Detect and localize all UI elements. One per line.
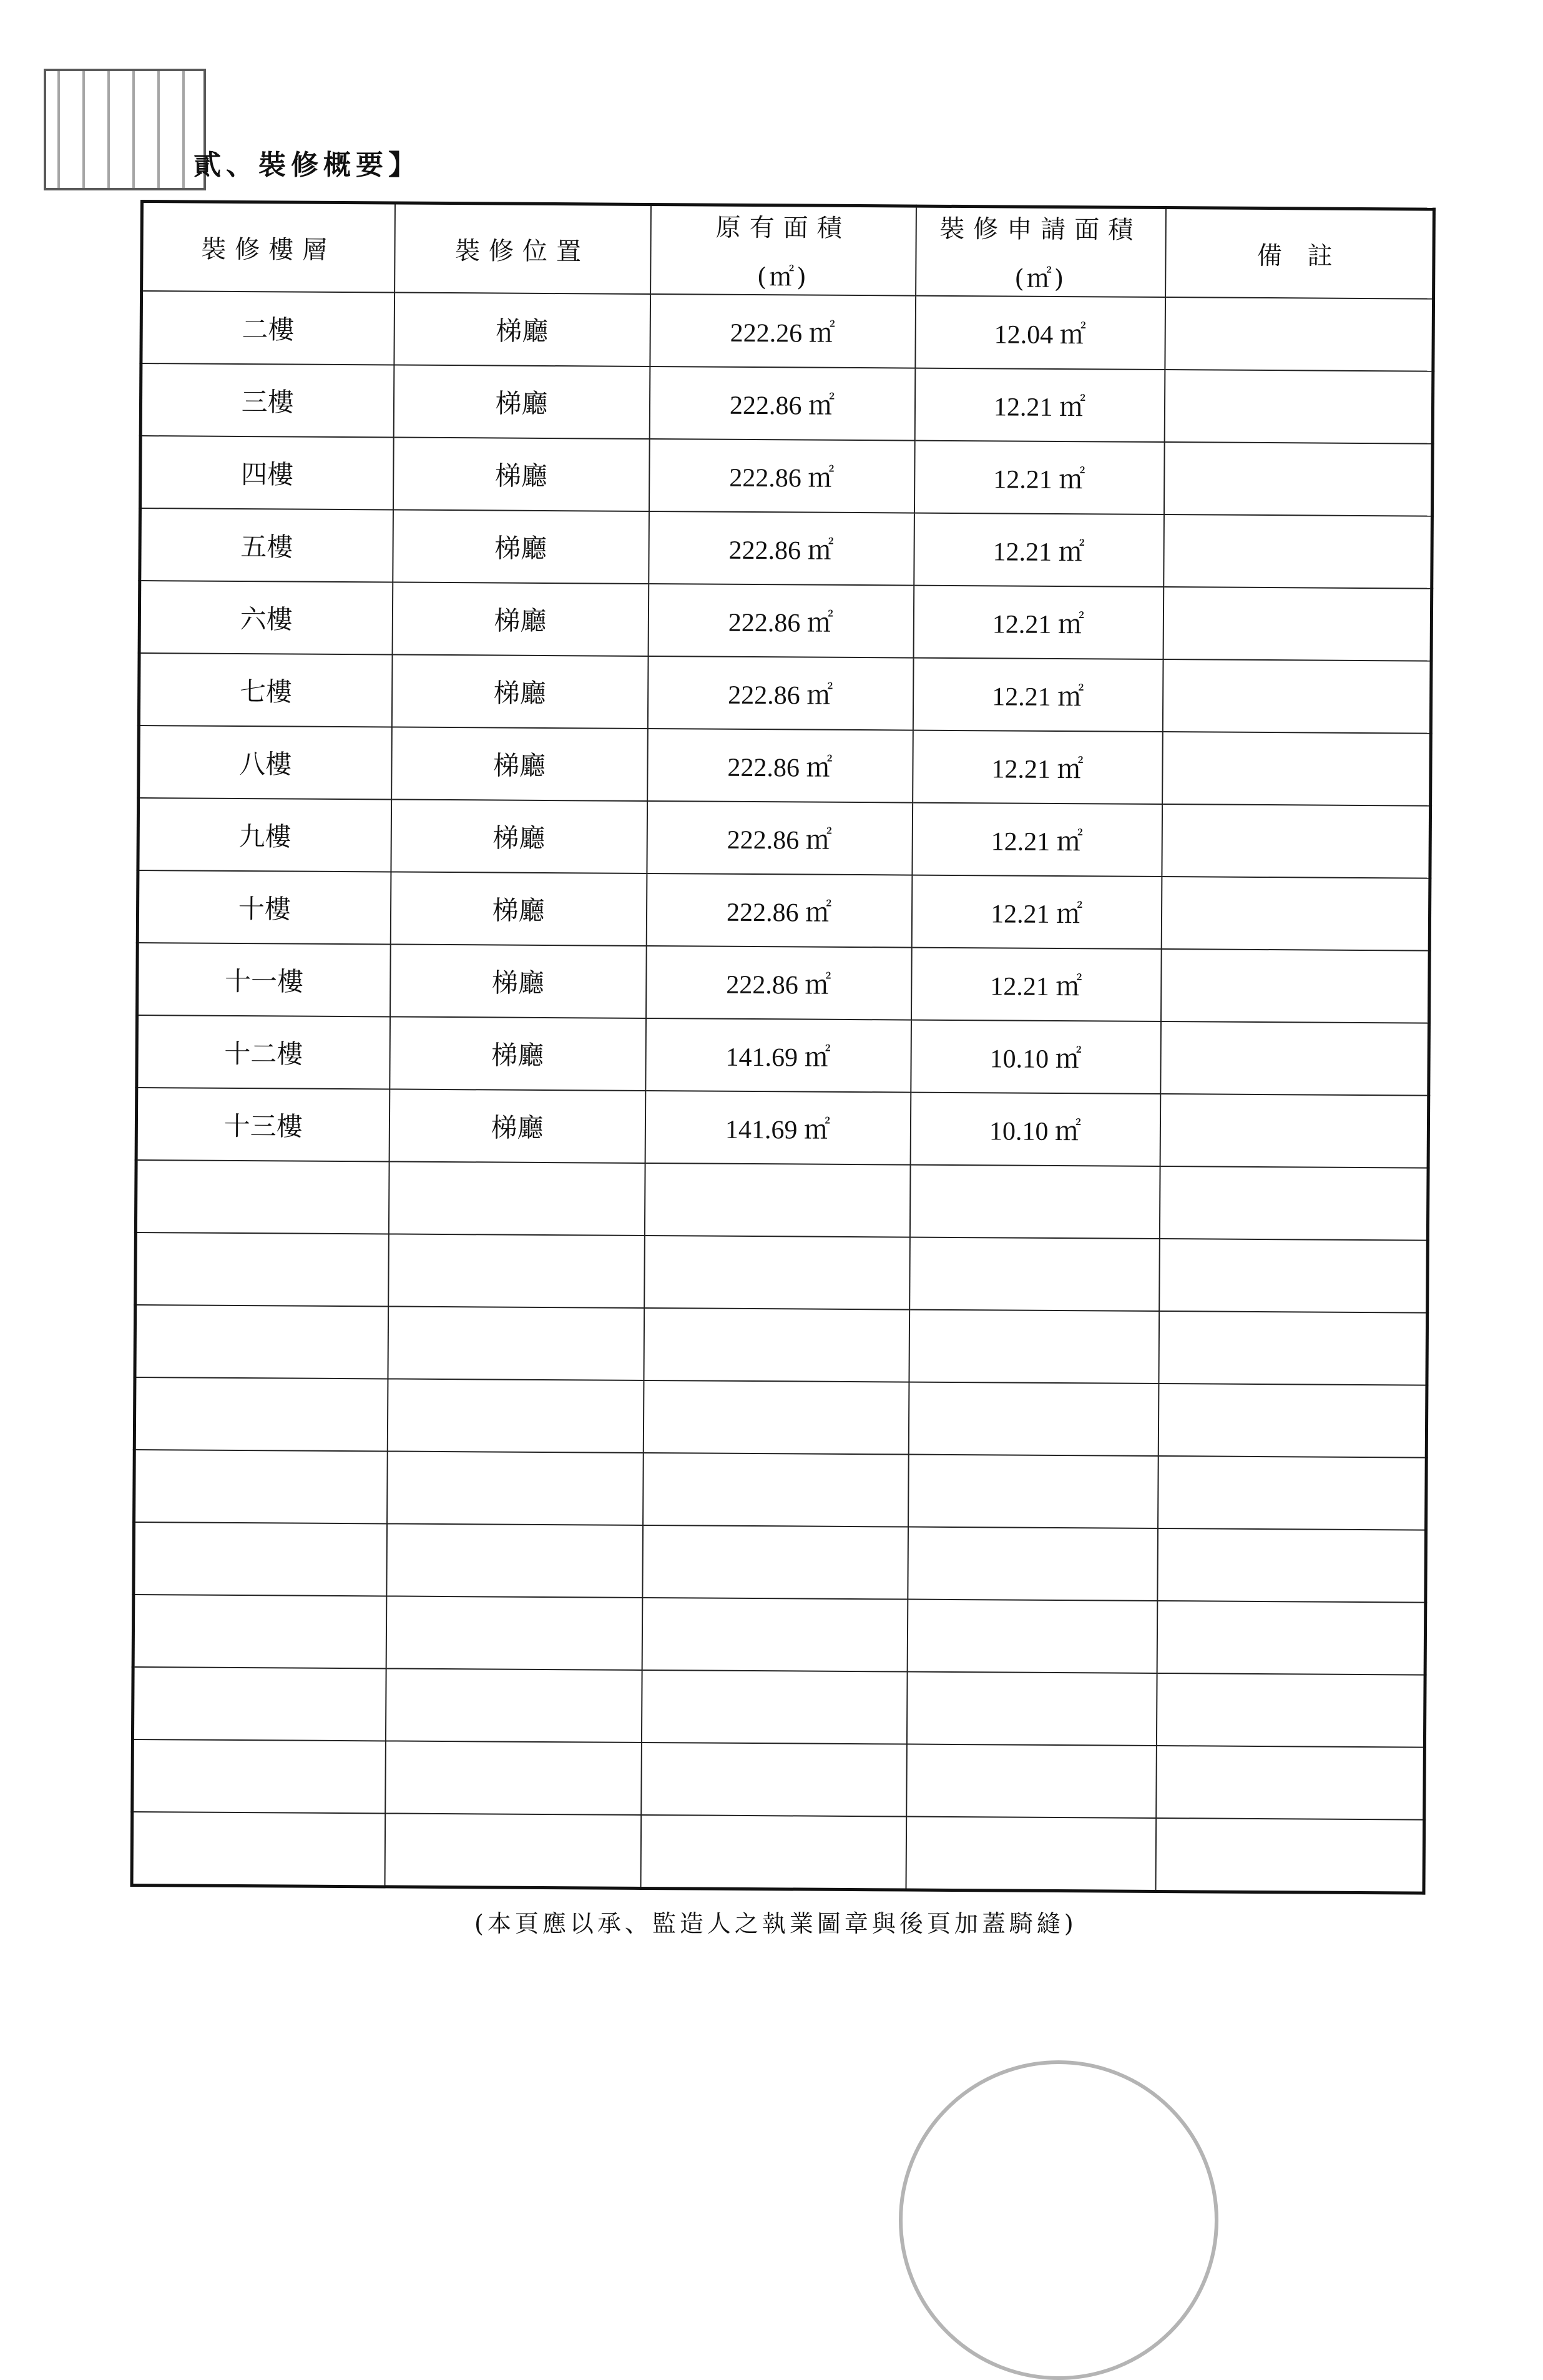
- section-title: 貳、裝修概要】: [193, 149, 421, 181]
- cell-remarks: [1164, 370, 1433, 444]
- cell-location: [388, 1161, 645, 1236]
- cell-applied-area: 10.10 ㎡: [910, 1093, 1160, 1166]
- cell-original-area: 222.26 ㎡: [650, 294, 916, 368]
- cell-remarks: [1156, 1673, 1425, 1748]
- cell-location: 梯廳: [393, 437, 649, 511]
- cell-original-area: 222.86 ㎡: [647, 729, 913, 803]
- cell-remarks: [1163, 587, 1432, 661]
- header-floor: 裝修樓層: [142, 202, 395, 293]
- cell-floor: [134, 1450, 388, 1523]
- table-row: [135, 1232, 1428, 1313]
- cell-floor: 八樓: [139, 725, 392, 799]
- cell-remarks: [1159, 1239, 1428, 1313]
- cell-location: [387, 1379, 644, 1453]
- table-row: [137, 870, 1430, 951]
- cell-applied-area: 12.21 ㎡: [914, 513, 1164, 587]
- header-location: 裝修位置: [394, 203, 651, 294]
- cell-applied-area: [907, 1600, 1157, 1673]
- cell-location: 梯廳: [393, 509, 649, 584]
- cell-original-area: 222.86 ㎡: [649, 511, 914, 586]
- header-applied-area-unit: (㎡): [1014, 264, 1067, 294]
- table-row: [139, 725, 1431, 806]
- cell-remarks: [1158, 1456, 1427, 1530]
- cell-remarks: [1162, 804, 1431, 878]
- cell-floor: 二樓: [141, 291, 394, 365]
- cell-floor: [134, 1377, 388, 1451]
- cell-original-area: [642, 1525, 908, 1600]
- cell-applied-area: [909, 1310, 1159, 1384]
- architect-seal-stamp: [44, 69, 206, 190]
- cell-floor: 五樓: [140, 508, 393, 582]
- cell-floor: [132, 1812, 385, 1887]
- cell-applied-area: [906, 1744, 1157, 1818]
- table-row: [139, 653, 1431, 734]
- table-body: [132, 291, 1434, 1893]
- cell-original-area: [644, 1308, 909, 1382]
- table-row: [132, 1812, 1424, 1893]
- table-row: [137, 1015, 1429, 1096]
- cell-applied-area: [906, 1672, 1157, 1746]
- table-row: [135, 1160, 1428, 1241]
- cell-location: [387, 1451, 644, 1525]
- cell-location: [385, 1668, 642, 1743]
- cell-location: 梯廳: [394, 292, 650, 366]
- cell-original-area: 222.86 ㎡: [649, 366, 915, 441]
- cell-location: [386, 1523, 643, 1598]
- cell-location: [385, 1813, 641, 1888]
- cell-floor: [134, 1522, 387, 1596]
- cell-original-area: 222.86 ㎡: [648, 584, 914, 658]
- cell-floor: 四樓: [140, 436, 393, 509]
- cell-applied-area: 12.21 ㎡: [912, 803, 1162, 877]
- cell-floor: 十三樓: [136, 1088, 389, 1161]
- cell-applied-area: 12.21 ㎡: [913, 586, 1163, 659]
- cell-location: [388, 1234, 645, 1308]
- table-row: [138, 798, 1431, 878]
- cell-remarks: [1156, 1746, 1425, 1820]
- cell-remarks: [1160, 949, 1429, 1023]
- cell-original-area: 141.69 ㎡: [645, 1091, 911, 1165]
- cell-applied-area: 12.21 ㎡: [913, 658, 1163, 732]
- cell-location: 梯廳: [391, 727, 648, 801]
- cell-original-area: [641, 1743, 907, 1817]
- cell-applied-area: 12.04 ㎡: [915, 296, 1165, 370]
- cell-remarks: [1165, 297, 1434, 371]
- table-row: [137, 943, 1430, 1023]
- header-applied-area-label: 裝修申請面積: [939, 214, 1142, 245]
- table-row: [139, 581, 1432, 661]
- cell-applied-area: 12.21 ㎡: [914, 368, 1165, 442]
- cell-floor: 十樓: [137, 870, 391, 944]
- cell-original-area: 222.86 ㎡: [647, 801, 913, 875]
- table-row: [140, 508, 1433, 589]
- cell-floor: [135, 1160, 389, 1234]
- cell-floor: 十二樓: [137, 1015, 390, 1089]
- cell-location: 梯廳: [389, 1089, 645, 1163]
- cell-original-area: [644, 1163, 910, 1237]
- cell-applied-area: 12.21 ㎡: [913, 730, 1163, 804]
- cell-location: 梯廳: [393, 365, 650, 439]
- cell-applied-area: 12.21 ㎡: [911, 948, 1161, 1021]
- cell-applied-area: 12.21 ㎡: [911, 875, 1162, 949]
- cell-floor: 九樓: [138, 798, 391, 872]
- cell-floor: [132, 1739, 386, 1813]
- renovation-summary-table: [130, 200, 1435, 1895]
- table-header-row: [142, 202, 1434, 299]
- cell-remarks: [1157, 1601, 1426, 1675]
- cell-applied-area: [909, 1165, 1160, 1239]
- cell-original-area: [641, 1670, 907, 1744]
- table-row: [141, 291, 1434, 371]
- table-row: [140, 363, 1433, 444]
- cell-floor: 六樓: [139, 581, 393, 654]
- cell-applied-area: [906, 1817, 1156, 1892]
- cell-remarks: [1157, 1528, 1426, 1603]
- table-row: [135, 1305, 1428, 1385]
- cell-location: 梯廳: [390, 872, 647, 946]
- cell-original-area: 141.69 ㎡: [645, 1018, 911, 1093]
- cell-remarks: [1160, 1021, 1429, 1096]
- cell-floor: [132, 1667, 386, 1741]
- cell-applied-area: [908, 1455, 1158, 1528]
- cell-original-area: 222.86 ㎡: [646, 873, 912, 948]
- header-applied-area: [916, 206, 1166, 297]
- cell-floor: 十一樓: [137, 943, 391, 1016]
- cell-floor: [135, 1232, 389, 1306]
- cell-location: 梯廳: [392, 582, 649, 656]
- cell-location: 梯廳: [391, 799, 647, 873]
- cell-remarks: [1162, 732, 1431, 806]
- cell-location: [386, 1596, 642, 1670]
- cell-remarks: [1163, 514, 1433, 589]
- cell-original-area: [644, 1236, 910, 1310]
- cell-remarks: [1160, 1094, 1429, 1168]
- table-row: [134, 1522, 1426, 1603]
- header-original-area-label: 原有面積: [715, 213, 851, 243]
- cell-remarks: [1163, 442, 1433, 516]
- cell-applied-area: [909, 1237, 1160, 1311]
- cell-remarks: [1155, 1818, 1424, 1893]
- cell-location: [388, 1306, 644, 1380]
- cell-remarks: [1158, 1384, 1427, 1458]
- government-seal-stamp: [899, 2060, 1218, 2380]
- cell-remarks: [1159, 1166, 1428, 1241]
- cell-floor: 三樓: [140, 363, 394, 437]
- cell-original-area: 222.86 ㎡: [646, 946, 912, 1020]
- header-original-area-unit: (㎡): [757, 263, 810, 292]
- cell-floor: [133, 1595, 386, 1668]
- cell-remarks: [1158, 1311, 1428, 1385]
- header-original-area: [650, 204, 916, 295]
- table-row: [134, 1450, 1427, 1530]
- cell-location: 梯廳: [390, 944, 647, 1018]
- table-row: [132, 1667, 1425, 1748]
- cell-original-area: [642, 1598, 908, 1672]
- cell-original-area: [640, 1815, 906, 1890]
- cell-floor: 七樓: [139, 653, 392, 727]
- cell-original-area: [643, 1453, 909, 1527]
- cell-remarks: [1161, 877, 1430, 951]
- table-row: [140, 436, 1433, 516]
- cell-location: 梯廳: [391, 654, 648, 729]
- table-row: [136, 1088, 1429, 1168]
- cell-location: [385, 1741, 642, 1815]
- table-row: [132, 1739, 1425, 1820]
- cell-applied-area: 12.21 ㎡: [914, 441, 1164, 514]
- cell-original-area: 222.86 ㎡: [649, 439, 914, 513]
- cell-location: 梯廳: [389, 1016, 646, 1091]
- table-row: [134, 1377, 1427, 1458]
- header-remarks: 備 註: [1165, 208, 1434, 299]
- table-row: [133, 1595, 1426, 1675]
- footnote: (本頁應以承、監造人之執業圖章與後頁加蓋騎縫): [474, 1910, 1077, 1937]
- cell-applied-area: 10.10 ㎡: [911, 1020, 1161, 1094]
- cell-original-area: 222.86 ㎡: [647, 656, 913, 730]
- cell-floor: [135, 1305, 388, 1379]
- cell-remarks: [1162, 659, 1431, 734]
- cell-original-area: [643, 1380, 909, 1455]
- cell-applied-area: [908, 1527, 1158, 1601]
- cell-applied-area: [908, 1382, 1158, 1456]
